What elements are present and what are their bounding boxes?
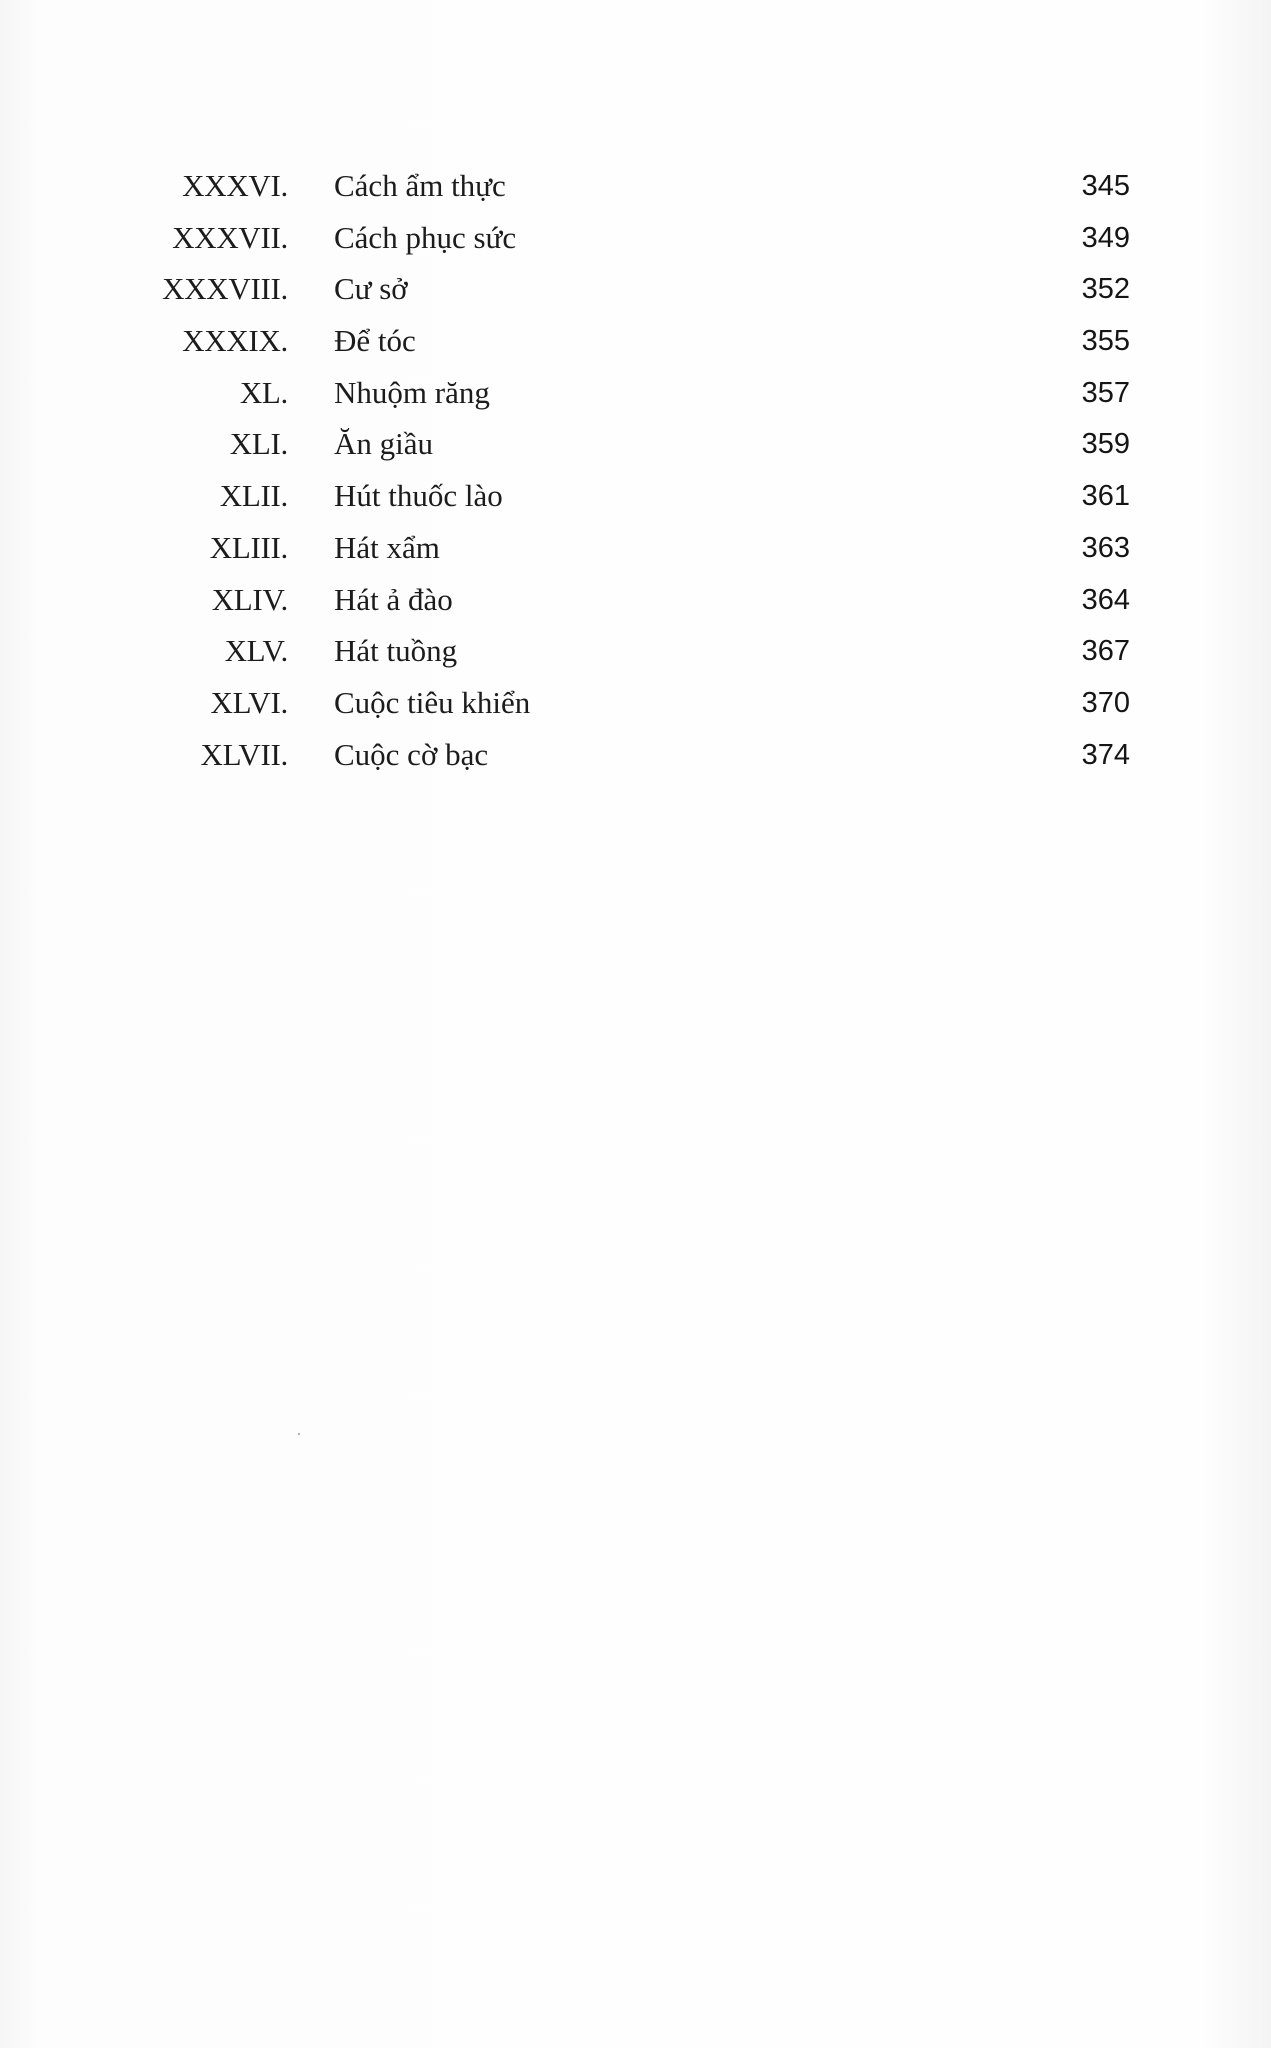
page-number: 352: [1081, 273, 1130, 306]
chapter-number: XLII.: [219, 478, 288, 514]
page-number: 357: [1081, 376, 1130, 409]
chapter-title: Cách phục sức: [334, 219, 517, 255]
chapter-number: XL.: [239, 374, 288, 410]
page-number: 364: [1081, 583, 1130, 616]
chapter-number: XLIV.: [211, 581, 288, 617]
chapter-title: Hát ả đào: [334, 581, 453, 617]
toc-entry: [0, 470, 1271, 522]
chapter-number: XLV.: [224, 633, 288, 669]
toc-entry: [0, 212, 1271, 264]
page-number: 361: [1081, 480, 1130, 513]
chapter-title: Nhuộm răng: [334, 374, 490, 410]
chapter-title: Cuộc cờ bạc: [334, 736, 489, 772]
chapter-number: XXXVI.: [182, 168, 288, 203]
chapter-number: XXXIX.: [182, 323, 288, 359]
chapter-title: Để tóc: [334, 323, 416, 359]
chapter-number: XLI.: [229, 426, 288, 462]
chapter-title: Cư sở: [334, 271, 408, 307]
toc-entry: [0, 729, 1271, 781]
chapter-title: Hát xẩm: [334, 529, 440, 565]
chapter-number: XLVI.: [210, 684, 288, 720]
toc-entry: [0, 160, 1271, 212]
ink-speck: [298, 1433, 300, 1435]
page-number: 359: [1081, 428, 1130, 461]
toc-entry: [0, 625, 1271, 677]
page-number: 374: [1081, 738, 1130, 771]
toc-entry: [0, 574, 1271, 626]
chapter-title: Hút thuốc lào: [334, 478, 503, 514]
page-number: 370: [1081, 686, 1130, 719]
toc-entry: [0, 522, 1271, 574]
page-number: 367: [1081, 635, 1130, 668]
chapter-number: XXXVII.: [172, 219, 288, 255]
page-number: 349: [1081, 221, 1130, 254]
toc-entry: [0, 367, 1271, 419]
chapter-title: Cách ẩm thực: [334, 168, 506, 203]
chapter-number: XXXVIII.: [162, 271, 288, 307]
page-number: 355: [1081, 325, 1130, 358]
table-of-contents: [0, 160, 1271, 780]
toc-entry: [0, 263, 1271, 315]
chapter-title: Ăn giầu: [334, 426, 434, 462]
chapter-number: XLIII.: [209, 529, 288, 565]
page-number: 363: [1081, 531, 1130, 564]
chapter-title: Cuộc tiêu khiển: [334, 684, 531, 720]
toc-entry: [0, 418, 1271, 470]
chapter-number: XLVII.: [200, 736, 288, 772]
toc-entry: [0, 315, 1271, 367]
page-number: 345: [1081, 170, 1130, 202]
toc-entry: [0, 677, 1271, 729]
chapter-title: Hát tuồng: [334, 633, 458, 669]
